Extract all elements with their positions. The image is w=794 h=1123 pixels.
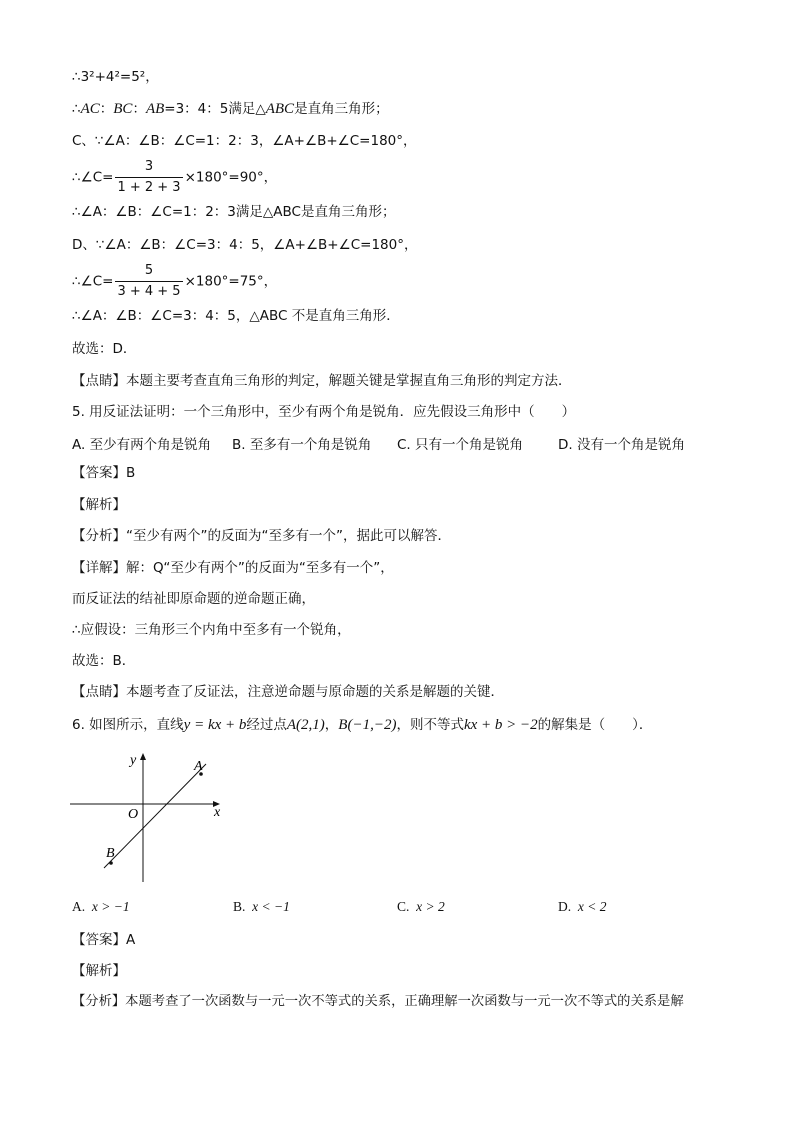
q6-option-d: D. x < 2 bbox=[558, 899, 607, 914]
detail-5-line-4: 故选：B． bbox=[72, 653, 136, 669]
point-b bbox=[109, 861, 113, 865]
origin-label: O bbox=[128, 807, 139, 822]
point-b-label: B bbox=[106, 846, 115, 861]
q5-option-b: B. 至多有一个角是锐角 bbox=[232, 437, 372, 453]
q6-option-c: C. x > 2 bbox=[397, 899, 445, 914]
fraction: $\frac{5}{3 + 4 + 5}$ bbox=[117, 263, 181, 299]
y-axis-arrow-icon bbox=[140, 753, 146, 760]
line-graph bbox=[68, 750, 228, 890]
x-axis-label: x bbox=[214, 805, 221, 820]
q6-option-b: B. x < −1 bbox=[233, 899, 290, 914]
detail-5: 【详解】解：Q“至少有两个”的反面为“至多有一个”， bbox=[72, 560, 394, 576]
analysis-heading-5: 【解析】 bbox=[72, 497, 126, 513]
q5-option-d: D. 没有一个角是锐角 bbox=[558, 437, 685, 453]
line-fraction-c: ∴∠C= $\frac{3}{1 + 2 + 3}$ ×180°=90°， bbox=[72, 159, 278, 195]
answer-6: 【答案】A bbox=[72, 932, 136, 948]
line-pythagoras: ∴3²+4²=5²， bbox=[72, 69, 159, 85]
detail-5-line-2: 而反证法的结祉即原命题的逆命题正确， bbox=[72, 591, 315, 607]
q6-option-a: A. x > −1 bbox=[72, 899, 130, 914]
analysis-heading-6: 【解析】 bbox=[72, 963, 126, 979]
line-option-d: D、∵∠A：∠B：∠C=3：4：5，∠A+∠B+∠C=180°， bbox=[72, 237, 418, 253]
line-choice-d: 故选：D． bbox=[72, 341, 137, 357]
point-a-label: A bbox=[194, 759, 203, 774]
y-axis-label: y bbox=[130, 753, 137, 768]
fraction: $\frac{3}{1 + 2 + 3}$ bbox=[117, 159, 181, 195]
line-ratio-conclusion: ∴AC：BC：AB=3：4：5满足△ABC是直角三角形； bbox=[72, 101, 389, 117]
detail-5-line-3: ∴应假设：三角形三个内角中至多有一个锐角， bbox=[72, 622, 351, 638]
comment-5: 【点睛】本题考查了反证法，注意逆命题与原命题的关系是解题的关键． bbox=[72, 684, 504, 700]
q5-option-c: C. 只有一个角是锐角 bbox=[397, 437, 524, 453]
analysis-6: 【分析】本题考查了一次函数与一元一次不等式的关系，正确理解一次函数与一元一次不等式的关系是解 bbox=[72, 994, 684, 1009]
line-option-c: C、∵∠A：∠B：∠C=1：2：3，∠A+∠B+∠C=180°， bbox=[72, 133, 417, 149]
line-comment-4: 【点睛】本题主要考查直角三角形的判定，解题关键是掌握直角三角形的判定方法． bbox=[72, 373, 572, 389]
line-option-d-conclusion: ∴∠A：∠B：∠C=3：4：5，△ABC 不是直角三角形． bbox=[72, 308, 400, 324]
line-fraction-d: ∴∠C= $\frac{5}{3 + 4 + 5}$ ×180°=75°， bbox=[72, 263, 278, 299]
line-option-c-conclusion: ∴∠A：∠B：∠C=1：2：3满足△ABC是直角三角形； bbox=[72, 204, 396, 220]
function-line bbox=[104, 764, 206, 868]
analysis-5: 【分析】“至少有两个”的反面为“至多有一个”，据此可以解答． bbox=[72, 528, 451, 544]
question-5: 5. 用反证法证明：一个三角形中，至少有两个角是锐角．应先假设三角形中（ ） bbox=[72, 404, 576, 420]
answer-5: 【答案】B bbox=[72, 465, 136, 481]
q5-option-a: A. 至少有两个角是锐角 bbox=[72, 437, 212, 453]
question-6: 6. 如图所示，直线y = kx + b经过点A(2,1)，B(−1,−2)，则不等式kx + b > −2的解集是（ ）． bbox=[72, 717, 653, 733]
